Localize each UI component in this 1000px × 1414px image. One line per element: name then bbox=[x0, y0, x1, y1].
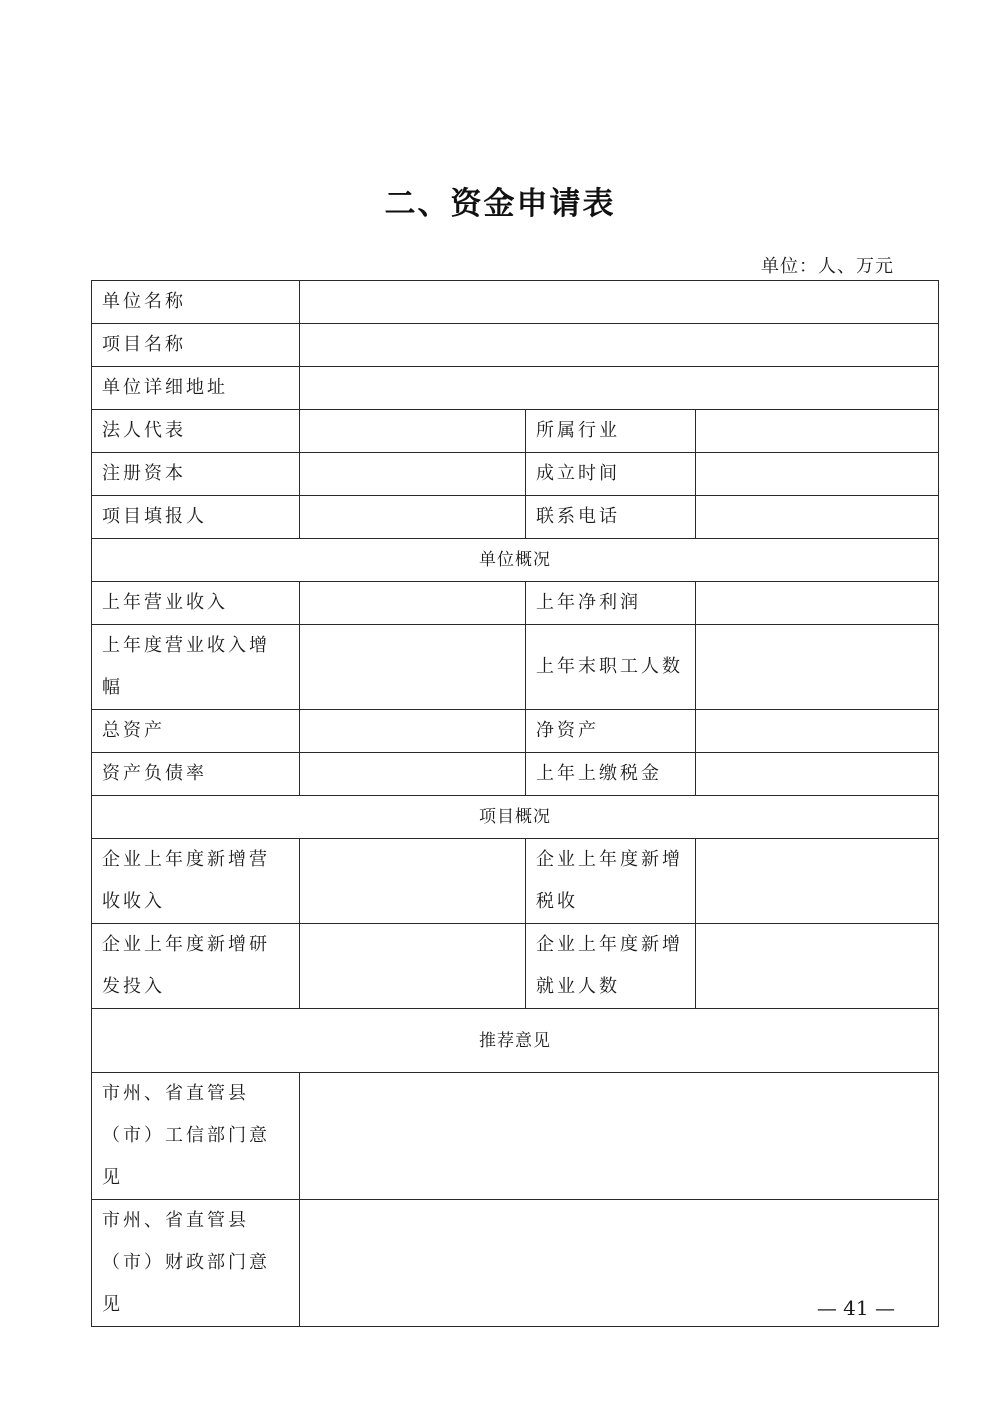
label-new-tax: 企业上年度新增税收 bbox=[526, 839, 696, 924]
label-legal-rep: 法人代表 bbox=[92, 410, 300, 453]
label-new-rd: 企业上年度新增研发投入 bbox=[92, 924, 300, 1009]
label-unit-name: 单位名称 bbox=[92, 281, 300, 324]
unit-note: 单位：人、万元 bbox=[761, 256, 894, 277]
input-last-revenue[interactable] bbox=[300, 582, 526, 625]
input-project-name[interactable] bbox=[300, 324, 939, 367]
page-number: — 41 — bbox=[816, 1296, 895, 1320]
input-unit-address[interactable] bbox=[300, 367, 939, 410]
input-reg-capital[interactable] bbox=[300, 453, 526, 496]
label-founded: 成立时间 bbox=[526, 453, 696, 496]
label-new-jobs: 企业上年度新增就业人数 bbox=[526, 924, 696, 1009]
application-form-table bbox=[91, 280, 939, 1327]
input-phone[interactable] bbox=[696, 496, 939, 539]
input-new-rd[interactable] bbox=[300, 924, 526, 1009]
section-project-overview: 项目概况 bbox=[92, 796, 939, 839]
label-tax-paid: 上年上缴税金 bbox=[526, 753, 696, 796]
label-finance-dept: 市州、省直管县（市）财政部门意见 bbox=[92, 1200, 300, 1327]
label-unit-address: 单位详细地址 bbox=[92, 367, 300, 410]
input-new-jobs[interactable] bbox=[696, 924, 939, 1009]
input-new-tax[interactable] bbox=[696, 839, 939, 924]
label-net-assets: 净资产 bbox=[526, 710, 696, 753]
input-new-revenue[interactable] bbox=[300, 839, 526, 924]
input-total-assets[interactable] bbox=[300, 710, 526, 753]
label-new-revenue: 企业上年度新增营收收入 bbox=[92, 839, 300, 924]
input-founded[interactable] bbox=[696, 453, 939, 496]
section-recommendation: 推荐意见 bbox=[92, 1009, 939, 1073]
input-industry-dept[interactable] bbox=[300, 1073, 939, 1200]
label-project-name: 项目名称 bbox=[92, 324, 300, 367]
label-phone: 联系电话 bbox=[526, 496, 696, 539]
label-industry: 所属行业 bbox=[526, 410, 696, 453]
label-total-assets: 总资产 bbox=[92, 710, 300, 753]
label-employees: 上年末职工人数 bbox=[526, 625, 696, 710]
label-industry-dept: 市州、省直管县（市）工信部门意见 bbox=[92, 1073, 300, 1200]
page-title: 二、资金申请表 bbox=[384, 186, 616, 222]
input-debt-ratio[interactable] bbox=[300, 753, 526, 796]
input-legal-rep[interactable] bbox=[300, 410, 526, 453]
label-last-profit: 上年净利润 bbox=[526, 582, 696, 625]
section-unit-overview: 单位概况 bbox=[92, 539, 939, 582]
label-last-revenue: 上年营业收入 bbox=[92, 582, 300, 625]
input-reporter[interactable] bbox=[300, 496, 526, 539]
label-debt-ratio: 资产负债率 bbox=[92, 753, 300, 796]
input-employees[interactable] bbox=[696, 625, 939, 710]
input-unit-name[interactable] bbox=[300, 281, 939, 324]
label-reg-capital: 注册资本 bbox=[92, 453, 300, 496]
input-last-profit[interactable] bbox=[696, 582, 939, 625]
input-net-assets[interactable] bbox=[696, 710, 939, 753]
label-revenue-growth: 上年度营业收入增幅 bbox=[92, 625, 300, 710]
label-reporter: 项目填报人 bbox=[92, 496, 300, 539]
input-revenue-growth[interactable] bbox=[300, 625, 526, 710]
input-tax-paid[interactable] bbox=[696, 753, 939, 796]
input-industry[interactable] bbox=[696, 410, 939, 453]
